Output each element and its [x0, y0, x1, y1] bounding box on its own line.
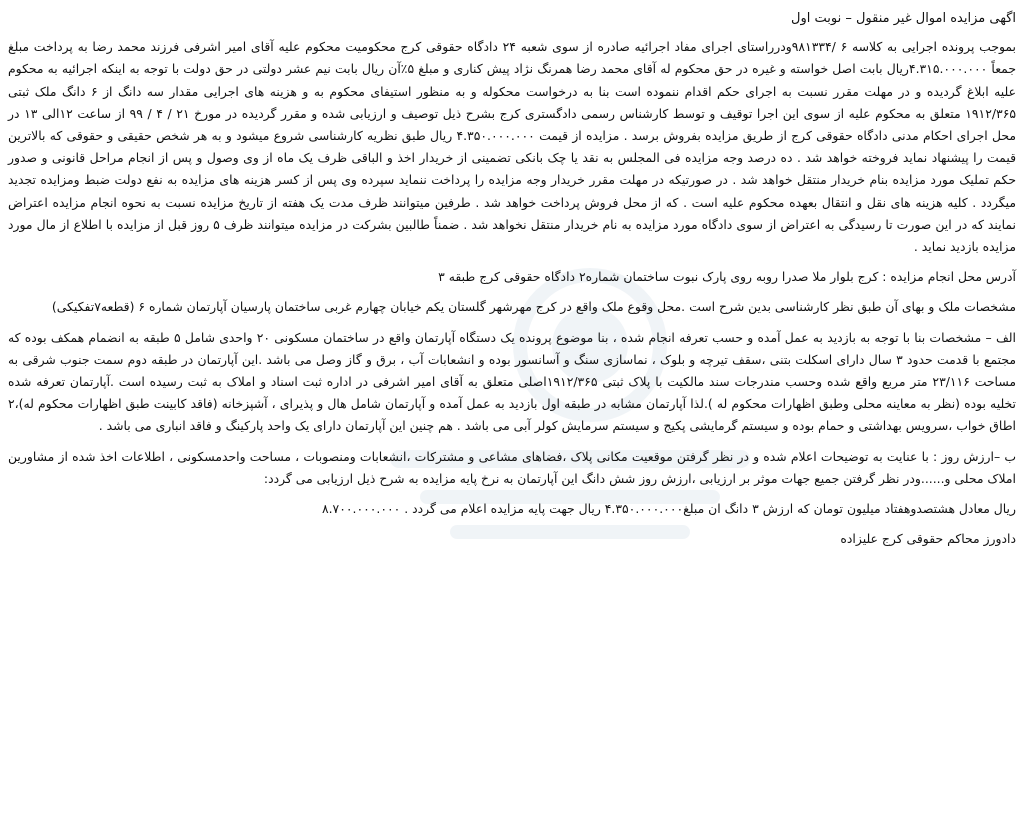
auction-address: آدرس محل انجام مزایده : کرج بلوار ملا صدرا روبه روی پارک نبوت ساختمان شماره۲ دادگاه حقوقی کرج طبقه ۳ — [438, 269, 1016, 285]
building-specs-paragraph: الف – مشخصات بنا با توجه به بازدید به عمل آمده و حسب تعرفه انجام شده ، بنا موضوع پرونده یک دستگاه آپارتمان واقع در ساختمان مسکونی ۲۰ واحدی شامل ۵ طبقه به انضمام همکف بوده که مجتمع با قدمت حدود ۳ سال دارای اسکلت بتنی ،سقف تیرچه و بلوک ، نماسازی سنگ و آسانسور بوده و انشعابات آب ، برق و گاز وصل می باشد .این آپارتمان در طبقه دوم سمت جنوب شرقی به مساحت ۲۳/۱۱۶ متر مربع واقع شده وحسب مندرجات سند مالکیت با پلاک ثبتی ۱۹۱۲/۳۶۵اصلی متعلق به آقای امیر اشرفی در اداره ثبت اسناد و املاک به ثبت رسیده است .آپارتمان تعرفه شده تخلیه بوده (نظر به معاینه محلی وطبق اظهارات محکوم له ).لذا آپارتمان مشابه در طبقه اول بازدید به عمل آمده و آپارتمان شامل هال و پذیرای ، آشپزخانه (فاقد کابینت طبق اظهارات محکوم له)،۲ اطاق خواب ،سرویس بهداشتی و حمام بوده و سیستم گرمایشی پکیج و سیستم سرمایش کولر آبی می باشد . هم چنین این آپارتمان دارای یک واحد پارکینگ و فاقد انباری می باشد . — [8, 329, 1017, 434]
property-specs-intro: مشخصات ملک و بهای آن طبق نظر کارشناسی بدین شرح است .محل وقوع ملک واقع در کرج مهرشهر گلستان یکم خیابان چهارم غربی ساختمان پارسیان آپارتمان شماره ۶ (قطعه۷تفکیکی) — [51, 299, 1016, 315]
notice-title: اگهی مزایده اموال غیر منقول – نوبت اول — [791, 11, 1016, 26]
valuation-paragraph: ب –ارزش روز : با عنایت به توضیحات اعلام شده و در نظر گرفتن موقعیت مکانی پلاک ،فضاهای مشاعی و مشترکات ،انشعابات ومنصوبات ، مساحت واحدمسکونی ، اطلاعات اخذ شده از مشاورین املاک محلی و......ودر نظر گرفتن جمیع جهات موثر بر ارزیابی ،ارزش روز شش دانگ این آپارتمان به نرخ پایه مزایده به شرح ذیل ارزیابی می گردد: — [8, 448, 1016, 486]
valuation-amount: ریال معادل هشتصدوهفتاد میلیون تومان که ارزش ۳ دانگ ان مبلغ۴.۳۵۰.۰۰۰.۰۰۰ ریال جهت پایه مزایده اعلام می گردد . ۸.۷۰۰.۰۰۰.۰۰۰ — [321, 501, 1016, 517]
notice-intro-paragraph: بموجب پرونده اجرایی به کلاسه ۶ /۹۸۱۳۳۴ودرراستای اجرای مفاد اجرائیه صادره از سوی شعبه ۲۴ دادگاه حقوقی کرج محکومیت محکوم علیه آقای امیر اشرفی فرزند محمد رضا به پرداخت مبلغ جمعاً ۴.۳۱۵.۰۰۰.۰۰۰ریال بابت اصل خواسته و غیره در حق محکوم له آقای محمد رضا همرنگ نژاد پیش کناری و مبلغ ۵٪آن ریال بابت نیم عشر دولتی در حق دولت با توجه به اینکه اجرائیه به محکوم علیه ابلاغ گردیده و در مهلت مقرر نسبت به اجرای حکم اقدام ننموده است بنا به درخواست محکوله و به منظور استیفای محکوم به و هزینه های اجرایی مقدار سه دانگ از ۶ دانگ ملک ثبتی ۱۹۱۲/۳۶۵ متعلق به محکوم علیه از سوی این اجرا توقیف و توسط کارشناس رسمی دادگستری کرج بشرح ذیل توصیف و ارزیابی شده و مقرر گردیده در مورخ ۲۱ / ۴ / ۹۹ از ساعت ۱۲الی ۱۳ در محل اجرای احکام مدنی دادگاه حقوقی کرج از طریق مزایده بفروش برسد . مزایده از قیمت ۴.۳۵۰.۰۰۰.۰۰۰ ریال طبق نظریه کارشناسی شروع میشود و به هر شخص حقیقی و حقوقی که بالاترین قیمت را پیشنهاد نماید فروخته خواهد شد . ده درصد وجه مزایده فی المجلس به نقد یا چک بانکی تضمینی از خریدار اخذ و الباقی ظرف یک ماه از وی وصول و پس از انجام مراحل قانونی و صدور حکم تملیک مورد مزایده بنام خریدار منتقل خواهد شد . در صورتیکه در مهلت مقرر خریدار وجه مزایده را پرداخت ننماید سپرده وی پس از کسر هزینه های مزایده به نفع دولت ضبط ومزایده تجدید میگردد . کلیه هزینه های نقل و انتقال بعهده محکوم علیه است . که از محل فروش پرداخت خواهد شد . طرفین میتوانند ظرف مدت یک هفته از تاریخ مزایده نسبت به نحوه انجام مزایده اعتراض نمایند که در این صورت تا رسیدگی به اعتراض از سوی دادگاه مورد مزایده به نام خریدار منتقل نخواهد شد . ضمناً طالبین بشرکت در مزایده میتوانند ظرف ۵ روز قبل از مزایده با اطلاع از مال مورد مزایده بازدید نماید . — [8, 39, 1017, 255]
signature-line: دادورز محاکم حقوقی کرج علیزاده — [840, 531, 1016, 547]
auction-notice — [8, 8, 1016, 550]
